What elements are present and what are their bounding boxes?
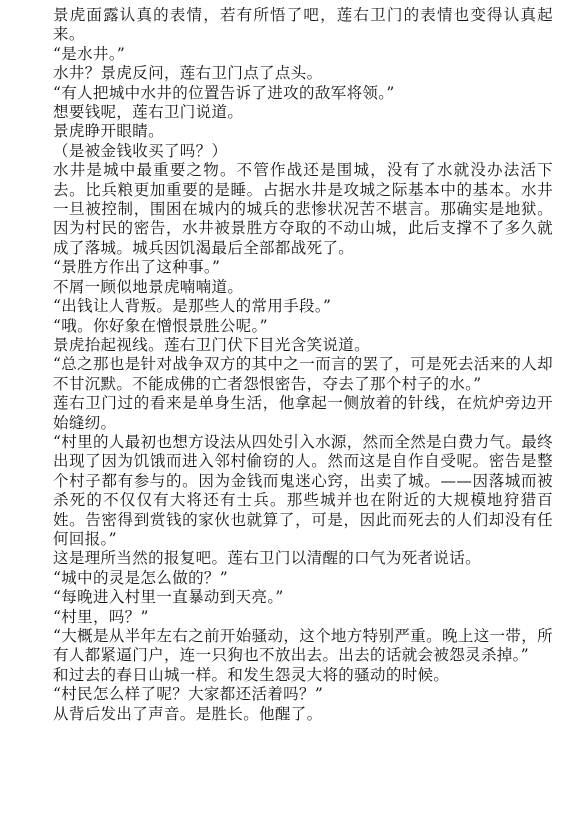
paragraph: 水井是城中最重要之物。不管作战还是围城，没有了水就没办法活下去。比兵粮更加重要的是睡。占据水井是攻城之际基本中的基本。水井一旦被控制，围困在城内的城兵的悲惨状况苦不堪言。那确实是地狱。因为村民的密告，水井被景胜方夺取的不动山城，此后支撑不了多久就成了落城。城兵因饥渴最后全部都战死了。	[53, 161, 553, 257]
paragraph: “景胜方作出了这种事。”	[53, 258, 221, 277]
paragraph: 想要钱呢，莲右卫门说道。	[53, 103, 244, 122]
paragraph: “总之那也是针对战争双方的其中之一而言的罢了，可是死去活来的人却不甘沉默。不能成佛的亡者怨恨密告，夺去了那个村子的水。”	[53, 355, 553, 393]
paragraph: 和过去的春日山城一样。和发生怨灵大将的骚动的时候。	[53, 665, 450, 684]
paragraph: 莲右卫门过的看来是单身生活，他拿起一侧放着的针线，在炕炉旁边开始缝纫。	[53, 394, 553, 432]
paragraph: 景虎抬起视线。莲右卫门伏下目光含笑说道。	[53, 335, 371, 354]
paragraph: “村里，吗？”	[53, 607, 149, 626]
paragraph: 景虎面露认真的表情，若有所悟了吧，莲右卫门的表情也变得认真起来。	[53, 6, 553, 44]
paragraph: 水井？景虎反问，莲右卫门点了点头。	[53, 64, 323, 83]
paragraph: 这是理所当然的报复吧。莲右卫门以清醒的口气为死者说话。	[53, 549, 481, 568]
paragraph: “每晚进入村里一直暴动到天亮。”	[53, 588, 284, 607]
paragraph: “是水井。”	[53, 44, 126, 63]
paragraph: 从背后发出了声音。是胜长。他醒了。	[53, 704, 323, 723]
paragraph: 景虎睁开眼睛。	[53, 122, 164, 141]
paragraph: “村民怎么样了呢？大家都还活着吗？”	[53, 685, 324, 704]
paragraph: “出钱让人背叛。是那些人的常用手段。”	[53, 297, 332, 316]
paragraph: （是被金钱收买了吗？）	[53, 141, 228, 160]
paragraph: “有人把城中水井的位置告诉了进攻的敌军将领。”	[53, 83, 395, 102]
paragraph: “城中的灵是怎么做的？”	[53, 568, 229, 587]
paragraph: “哦。你好象在憎恨景胜公呢。”	[53, 316, 268, 335]
paragraph: “大概是从半年左右之前开始骚动，这个地方特别严重。晚上这一带，所有人都紧逼门户，连一只狗也不放出去。出去的话就会被怨灵杀掉。”	[53, 627, 553, 665]
paragraph: 不屑一顾似地景虎喃喃道。	[53, 277, 244, 296]
paragraph: “村里的人最初也想方设法从四处引入水源，然而全然是白费力气。最终出现了因为饥饿而进入邻村偷窃的人。然而这是自作自受呢。密告是整个村子都有参与的。因为金钱而鬼迷心窍，出卖了城。——因落城而被杀死的不仅仅有大将还有士兵。那些城并也在附近的大规模地狩猎百姓。告密得到赏钱的家伙也就算了，可是，因此而死去的人们却没有任何回报。”	[53, 432, 553, 548]
